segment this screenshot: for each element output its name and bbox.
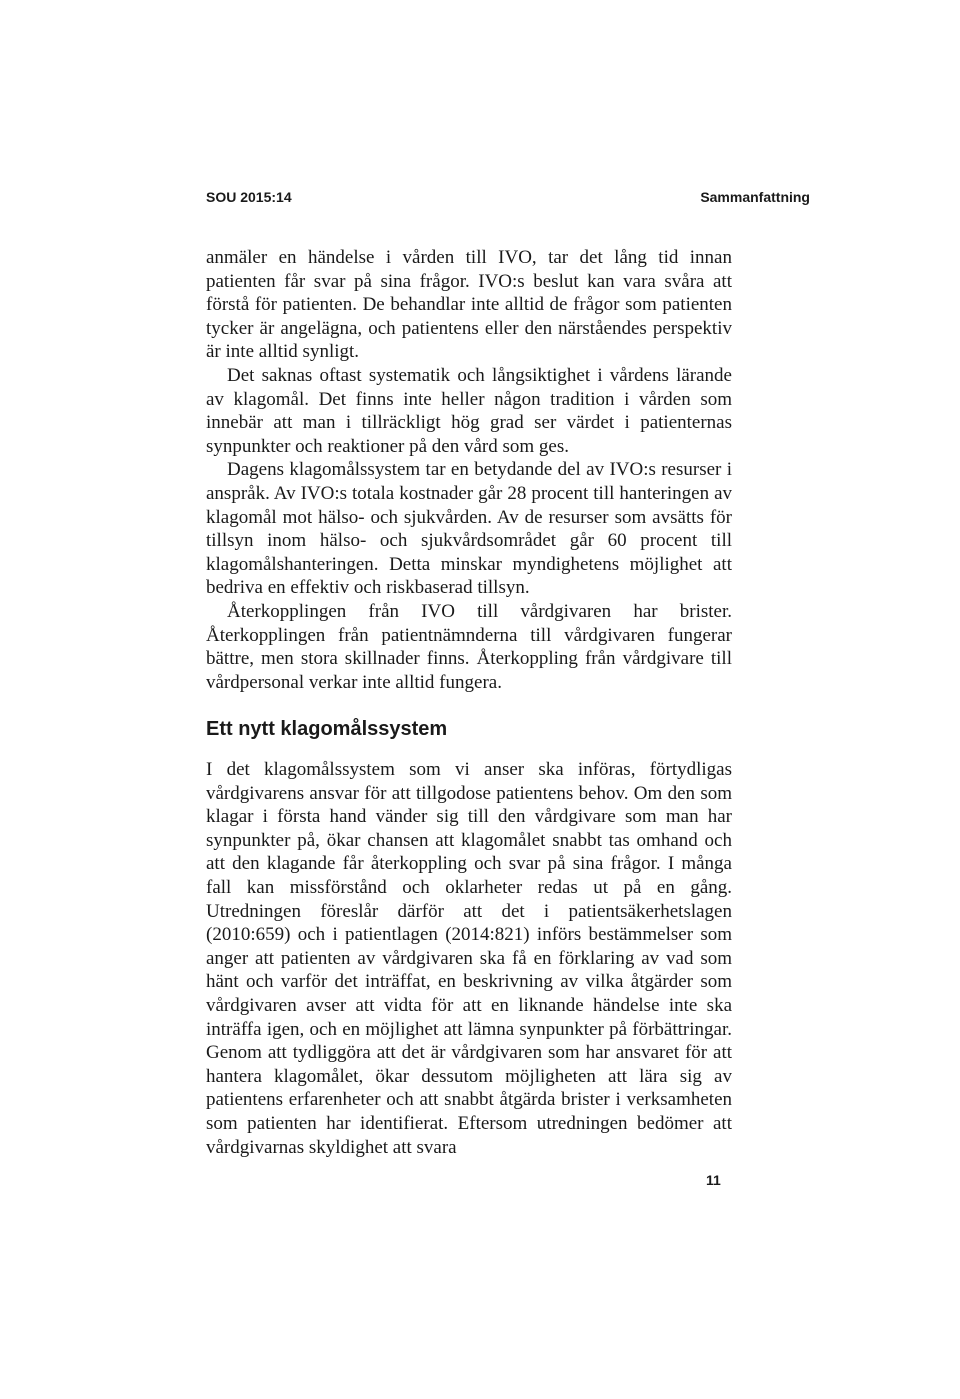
running-header-section: Sammanfattning: [700, 189, 810, 205]
paragraph: anmäler en händelse i vården till IVO, tar det lång tid innan patienten får svar på sina frågor. IVO:s beslut kan vara svåra att förstå för patienten. De behandlar inte alltid de frågor som patienten tycker är angelägna, och patientens eller den närståendes perspektiv är inte alltid synligt.: [206, 247, 732, 363]
running-header-document-id: SOU 2015:14: [206, 189, 292, 205]
paragraph: Återkopplingen från IVO till vårdgivaren har brister. Återkopplingen från patientnämnderna till vårdgivaren fungerar bättre, men stora skillnader finns. Återkoppling från vårdgivare till vårdpersonal verkar inte alltid fungera.: [206, 600, 732, 693]
body-text-top: [206, 246, 732, 694]
body-text-bottom: [206, 758, 732, 1159]
page-number: 11: [706, 1172, 721, 1188]
paragraph: Det saknas oftast systematik och långsiktighet i vårdens lärande av klagomål. Det finns inte heller någon tradition i vården som innebär att man i tillräckligt hög grad ser värdet i patienternas synpunkter och reaktioner på den vård som ges.: [206, 364, 732, 457]
paragraph: I det klagomålssystem som vi anser ska införas, förtydligas vårdgivarens ansvar för att tillgodose patientens behov. Om den som klagar i första hand vänder sig till den vårdgivare som man har synpunkter på, ökar chansen att klagomålet snabbt tas omhand och att den klagande får återkoppling och svar på sina frågor. I många fall kan missförstånd och oklarheter redas ut på en gång. Utredningen föreslår därför att det i patientsäkerhetslagen (2010:659) och i patientlagen (2014:821) införs bestämmelser som anger att patienten av vårdgivaren ska få en förklaring av vad som hänt och varför det inträffat, en beskrivning av vilka åtgärder som vårdgivaren avser att vidta för att en liknande händelse inte ska inträffa igen, och en möjlighet att lämna synpunkter på förbättringar. Genom att tydliggöra att det är vårdgivaren som har ansvaret för att hantera klagomålet, ökar dessutom möjligheten att lära sig av patientens erfarenheter och att snabbt åtgärda brister i verksamheten som patienten har identifierat. Eftersom utredningen bedömer att vårdgivarnas skyldighet att svara: [206, 759, 732, 1158]
paragraph: Dagens klagomålssystem tar en betydande del av IVO:s resurser i anspråk. Av IVO:s totala kostnader går 28 procent till hanteringen av klagomål mot hälso- och sjukvården. Av de resurser som avsätts för tillsyn inom hälso- och sjukvårdsområdet går 60 procent till klagomålshanteringen. Detta minskar myndighetens möjlighet att bedriva en effektiv och riskbaserad tillsyn.: [206, 459, 732, 599]
section-heading: Ett nytt klagomålssystem: [206, 718, 448, 740]
